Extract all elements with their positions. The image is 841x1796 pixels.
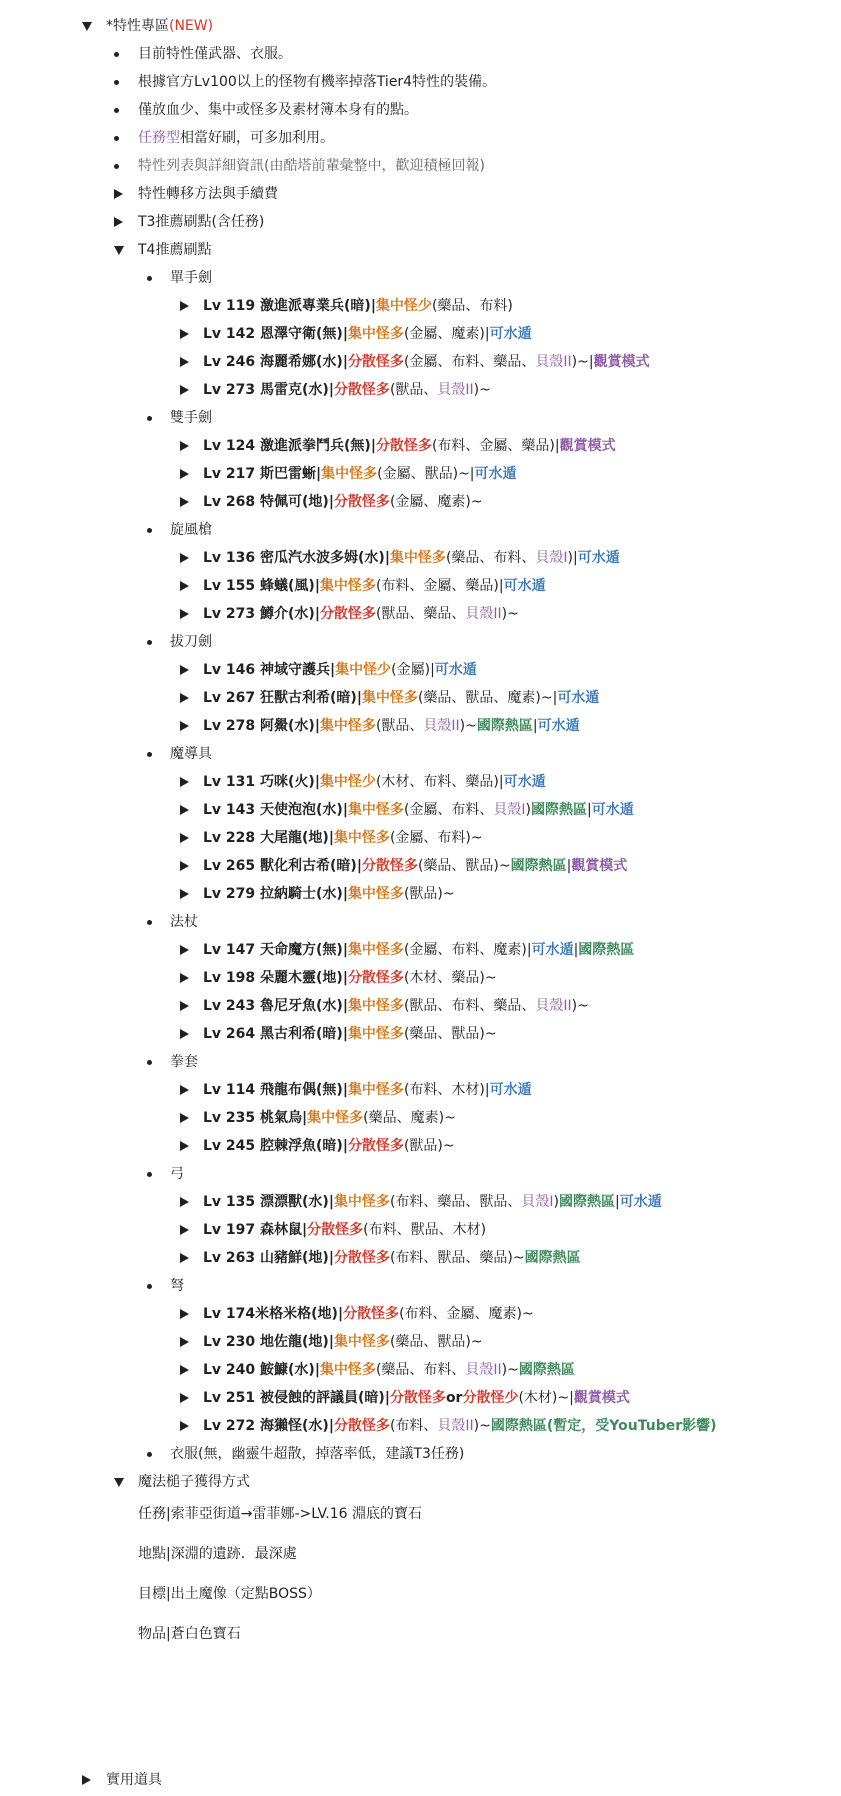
entry-segment: 集中怪多 xyxy=(319,718,376,734)
entry-segment: 集中怪多 xyxy=(347,802,404,818)
entry-segment: | xyxy=(615,1194,620,1210)
entry-segment: Lv 146 神域守護兵| xyxy=(203,662,336,678)
block-text xyxy=(203,770,546,794)
entry-segment: 集中怪多 xyxy=(319,578,376,594)
entry-segment: Lv 230 地佐龍(地)| xyxy=(203,1334,334,1350)
bullet-icon xyxy=(114,126,119,150)
block-text xyxy=(203,1022,497,1046)
toggle-closed-icon[interactable] xyxy=(180,1190,189,1214)
entry-segment: (木材、藥品)~ xyxy=(403,970,497,986)
block-text xyxy=(203,1078,532,1102)
block-text xyxy=(203,1358,575,1382)
entry-segment: (藥品、布料) xyxy=(431,298,513,314)
block-text xyxy=(170,406,212,430)
entry-segment: 可水遁 xyxy=(619,1194,662,1210)
bullet-icon xyxy=(114,70,119,94)
block-text xyxy=(203,1302,534,1326)
block-text xyxy=(203,490,483,514)
block-text xyxy=(138,70,496,94)
block-text xyxy=(106,14,213,38)
toggle-closed-icon[interactable] xyxy=(180,1386,189,1410)
block-text xyxy=(170,1050,198,1074)
entry-segment: 分散怪多 xyxy=(389,1390,446,1406)
toggle-closed-icon[interactable] xyxy=(180,1358,189,1382)
toggle-closed-icon[interactable] xyxy=(180,574,189,598)
block-text xyxy=(203,462,517,486)
bullet-icon xyxy=(147,910,152,934)
block-text xyxy=(170,1442,464,1466)
entry-segment: Lv 124 激進派拳鬥兵(無)| xyxy=(203,438,376,454)
info-text: 目標|出土魔像（定點BOSS） xyxy=(138,1586,321,1602)
entry-segment: | xyxy=(573,942,579,958)
entry-segment: Lv 267 狂獸古利希(暗)| xyxy=(203,690,362,706)
bullet-icon xyxy=(147,266,152,290)
entry-segment: 貝殼I xyxy=(521,1194,554,1210)
entry-segment: (藥品、魔素)~ xyxy=(363,1110,456,1126)
entry-segment: Lv 246 海麗希娜(水)| xyxy=(203,354,348,370)
entry-segment: 可水遁 xyxy=(591,802,634,818)
entry-segment: 貝殼II xyxy=(465,606,502,622)
entry-segment: (藥品、獸品)~ xyxy=(417,858,511,874)
entry-segment: Lv 235 桃氣烏| xyxy=(203,1110,308,1126)
quest-link[interactable]: 任務型 xyxy=(138,130,180,146)
entry-segment: )~ xyxy=(473,1418,491,1434)
category-name: 拳套 xyxy=(170,1054,198,1070)
entry-segment: 集中怪多 xyxy=(321,466,378,482)
entry-segment: (布料、藥品、獸品、 xyxy=(389,1194,522,1210)
bullet-icon xyxy=(147,406,152,430)
sub-section-title[interactable]: T3推薦刷點(含任務) xyxy=(138,214,265,230)
entry-segment: Lv 131 巧咪(火)| xyxy=(203,774,320,790)
info-text: 物品|蒼白色寶石 xyxy=(138,1626,241,1642)
toggle-closed-icon[interactable] xyxy=(180,1106,189,1130)
entry-segment: 分散怪多 xyxy=(333,494,390,510)
entry-segment: 貝殼I xyxy=(493,802,526,818)
entry-segment: 分散怪多 xyxy=(333,382,390,398)
block-text xyxy=(138,1542,297,1566)
entry-segment: Lv 240 鮟鱇(水)| xyxy=(203,1362,320,1378)
entry-segment: Lv 114 飛龍布偶(無)| xyxy=(203,1082,348,1098)
block-text xyxy=(203,686,599,710)
entry-segment: 集中怪多 xyxy=(389,550,446,566)
toggle-closed-icon[interactable] xyxy=(180,490,189,514)
entry-segment: )~ xyxy=(459,718,477,734)
toggle-closed-icon[interactable] xyxy=(180,882,189,906)
entry-segment: 貝殼II xyxy=(535,998,572,1014)
entry-segment: Lv 273 馬雷克(水)| xyxy=(203,382,334,398)
bullet-icon xyxy=(147,1162,152,1186)
block-text xyxy=(138,210,264,234)
toggle-closed-icon[interactable] xyxy=(180,658,189,682)
toggle-closed-icon[interactable] xyxy=(180,546,189,570)
entry-segment: )~ xyxy=(501,1362,519,1378)
entry-segment: (布料、金屬、藥品)| xyxy=(431,438,560,454)
entry-segment: 貝殼II xyxy=(437,382,474,398)
entry-segment: Lv 143 天使泡泡(水)| xyxy=(203,802,348,818)
toggle-closed-icon[interactable] xyxy=(180,854,189,878)
block-text xyxy=(170,630,212,654)
block-text xyxy=(203,1134,455,1158)
entry-segment: 集中怪少 xyxy=(319,774,376,790)
entry-segment: 國際熱區 xyxy=(524,1250,581,1266)
toggle-closed-icon[interactable] xyxy=(180,994,189,1018)
entry-segment: Lv 279 拉納騎士(水)| xyxy=(203,886,348,902)
entry-segment: 集中怪多 xyxy=(347,942,404,958)
entry-segment: (木材、布料、藥品)| xyxy=(375,774,504,790)
entry-segment: 集中怪多 xyxy=(307,1110,364,1126)
toggle-closed-icon[interactable] xyxy=(180,294,189,318)
block-text xyxy=(138,126,334,150)
entry-segment: (布料、獸品、木材) xyxy=(363,1222,487,1238)
entry-segment: 分散怪多 xyxy=(375,438,432,454)
block-text xyxy=(138,98,418,122)
entry-segment: (藥品、獸品)~ xyxy=(389,1334,483,1350)
entry-segment: 集中怪多 xyxy=(347,886,404,902)
entry-segment: (布料、金屬、藥品)| xyxy=(375,578,504,594)
entry-segment: 集中怪多 xyxy=(361,690,418,706)
entry-segment: (獸品、藥品、 xyxy=(375,606,466,622)
trait-list-link[interactable]: 特性列表與詳細資訊 xyxy=(138,158,264,174)
entry-segment: (金屬、布料、魔素)| xyxy=(403,942,532,958)
entry-segment: Lv 147 天命魔方(無)| xyxy=(203,942,348,958)
block-text xyxy=(138,42,292,66)
entry-segment: 分散怪少 xyxy=(462,1390,519,1406)
entry-segment: (獸品)~ xyxy=(403,886,455,902)
entry-segment: 國際熱區 xyxy=(531,802,588,818)
entry-segment: (獸品)~ xyxy=(403,1138,455,1154)
entry-segment: (獸品、布料、藥品、 xyxy=(403,998,536,1014)
entry-segment: 集中怪多 xyxy=(347,1026,404,1042)
bullet-icon xyxy=(147,518,152,542)
entry-segment: Lv 264 黑古利希(暗)| xyxy=(203,1026,348,1042)
entry-segment: 分散怪多 xyxy=(347,1138,404,1154)
block-text xyxy=(203,798,634,822)
bullet-icon xyxy=(147,742,152,766)
entry-segment: (金屬、布料、藥品、 xyxy=(403,354,536,370)
entry-segment: Lv 243 魯尼牙魚(水)| xyxy=(203,998,348,1014)
new-badge: (NEW) xyxy=(169,18,214,34)
entry-segment: 觀賞模式 xyxy=(571,858,628,874)
entry-segment: 可水遁 xyxy=(503,578,546,594)
bullet-text: 僅放血少、集中或怪多及素材簿本身有的點。 xyxy=(138,102,418,118)
block-text xyxy=(170,518,212,542)
entry-segment: 國際熱區 xyxy=(578,942,635,958)
entry-segment: 分散怪多 xyxy=(361,858,418,874)
entry-segment: 觀賞模式 xyxy=(559,438,616,454)
entry-segment: Lv 197 森林鼠| xyxy=(203,1222,308,1238)
block-text xyxy=(138,1622,241,1646)
block-text xyxy=(170,742,212,766)
entry-segment: 可水遁 xyxy=(503,774,546,790)
block-text xyxy=(203,602,519,626)
entry-segment: ) xyxy=(525,802,532,818)
entry-segment: Lv 268 特佩可(地)| xyxy=(203,494,334,510)
entry-segment: | xyxy=(587,802,592,818)
section-title[interactable]: 實用道具 xyxy=(106,1772,162,1788)
entry-segment: 集中怪多 xyxy=(319,1362,376,1378)
entry-segment: | xyxy=(566,858,572,874)
toggle-closed-icon[interactable] xyxy=(180,1246,189,1270)
entry-segment: Lv 251 被侵蝕的評議員(暗)| xyxy=(203,1390,390,1406)
entry-segment: 集中怪多 xyxy=(333,1334,390,1350)
entry-segment: Lv 135 漂漂獸(水)| xyxy=(203,1194,334,1210)
entry-segment: Lv 119 激進派專業兵(暗)| xyxy=(203,298,376,314)
toggle-closed-icon[interactable] xyxy=(180,350,189,374)
block-text xyxy=(203,434,616,458)
entry-segment: (金屬、魔素)| xyxy=(403,326,490,342)
entry-segment: 貝殼I xyxy=(535,550,568,566)
info-text: 任務|索菲亞街道→雷菲娜->LV.16 淵底的寶石 xyxy=(138,1506,422,1522)
entry-segment: 分散怪多 xyxy=(333,1250,390,1266)
entry-segment: Lv 142 恩澤守衛(無)| xyxy=(203,326,348,342)
entry-segment: (金屬、魔素)~ xyxy=(389,494,483,510)
entry-segment: 國際熱區(暫定，受YouTuber影響) xyxy=(490,1418,717,1434)
toggle-open-icon[interactable] xyxy=(114,1470,124,1494)
block-text xyxy=(138,1470,250,1494)
block-text xyxy=(203,294,513,318)
entry-segment: 集中怪多 xyxy=(347,326,404,342)
entry-segment: 可水遁 xyxy=(474,466,517,482)
toggle-closed-icon[interactable] xyxy=(180,714,189,738)
entry-segment: 觀賞模式 xyxy=(573,1390,630,1406)
toggle-closed-icon[interactable] xyxy=(180,378,189,402)
entry-segment: Lv 136 密瓜汽水波多姆(水)| xyxy=(203,550,390,566)
info-text: 地點|深淵的遺跡．最深處 xyxy=(138,1546,297,1562)
entry-segment: )~ xyxy=(501,606,519,622)
entry-segment: Lv 265 獸化利古希(暗)| xyxy=(203,858,362,874)
entry-segment: 分散怪多 xyxy=(307,1222,364,1238)
entry-segment: (布料、木材)| xyxy=(403,1082,490,1098)
toggle-closed-icon[interactable] xyxy=(82,1768,91,1792)
block-text xyxy=(203,378,491,402)
block-text xyxy=(170,266,212,290)
entry-segment: (金屬、獸品)~| xyxy=(377,466,475,482)
toggle-closed-icon[interactable] xyxy=(180,826,189,850)
entry-segment: ) xyxy=(553,1194,560,1210)
toggle-closed-icon[interactable] xyxy=(114,210,123,234)
entry-segment: (藥品、布料、 xyxy=(445,550,536,566)
toggle-closed-icon[interactable] xyxy=(180,798,189,822)
entry-segment: (布料、獸品、藥品)~ xyxy=(389,1250,525,1266)
toggle-closed-icon[interactable] xyxy=(180,434,189,458)
toggle-closed-icon[interactable] xyxy=(114,182,123,206)
block-text xyxy=(203,966,497,990)
toggle-closed-icon[interactable] xyxy=(180,1302,189,1326)
block-text xyxy=(203,574,546,598)
toggle-open-icon[interactable] xyxy=(82,14,92,38)
category-name: 雙手劍 xyxy=(170,410,212,426)
entry-segment: )~| xyxy=(571,354,594,370)
entry-segment: 可水遁 xyxy=(577,550,620,566)
entry-segment: (金屬、布料、 xyxy=(403,802,494,818)
entry-segment: Lv 228 大尾龍(地)| xyxy=(203,830,334,846)
block-text xyxy=(106,1768,162,1792)
entry-segment: Lv 278 阿鱟(水)| xyxy=(203,718,320,734)
toggle-open-icon[interactable] xyxy=(114,238,124,262)
entry-segment: 貝殼II xyxy=(535,354,572,370)
toggle-closed-icon[interactable] xyxy=(180,462,189,486)
block-text xyxy=(203,882,455,906)
entry-segment: 國際熱區 xyxy=(476,718,533,734)
sub-section-title[interactable]: 特性轉移方法與手續費 xyxy=(138,186,278,202)
entry-segment: 可水遁 xyxy=(489,1082,532,1098)
block-text xyxy=(203,1330,483,1354)
entry-segment: )~ xyxy=(473,382,491,398)
entry-segment: Lv 198 朵麗木靈(地)| xyxy=(203,970,348,986)
entry-segment: 國際熱區 xyxy=(518,1362,575,1378)
category-name: 單手劍 xyxy=(170,270,212,286)
block-text xyxy=(138,1502,422,1526)
entry-segment: (布料、金屬、魔素)~ xyxy=(399,1306,534,1322)
entry-segment: 分散怪多 xyxy=(333,1418,390,1434)
entry-segment: 可水遁 xyxy=(489,326,532,342)
entry-segment: 可水遁 xyxy=(557,690,600,706)
bullet-icon xyxy=(114,98,119,122)
block-text xyxy=(203,1386,630,1410)
entry-segment: 集中怪多 xyxy=(333,830,390,846)
category-name: 弓 xyxy=(170,1166,184,1182)
bullet-icon xyxy=(114,154,119,178)
toggle-closed-icon[interactable] xyxy=(180,1218,189,1242)
block-text xyxy=(170,1274,184,1298)
entry-segment: 貝殼II xyxy=(437,1418,474,1434)
toggle-closed-icon[interactable] xyxy=(180,686,189,710)
entry-segment: 分散怪多 xyxy=(319,606,376,622)
entry-segment: (金屬、布料)~ xyxy=(389,830,483,846)
entry-segment: Lv 217 斯巴雷蜥| xyxy=(203,466,322,482)
bullet-icon xyxy=(114,42,119,66)
toggle-closed-icon[interactable] xyxy=(180,938,189,962)
entry-segment: 觀賞模式 xyxy=(593,354,650,370)
block-text xyxy=(203,350,650,374)
block-text xyxy=(203,322,532,346)
bullet-icon xyxy=(147,1050,152,1074)
category-name: 旋風槍 xyxy=(170,522,212,538)
sub-section-title[interactable]: T4推薦刷點 xyxy=(138,242,212,258)
entry-segment: 分散怪多 xyxy=(347,354,404,370)
category-name: 魔導具 xyxy=(170,746,212,762)
section-title[interactable]: 魔法槌子獲得方式 xyxy=(138,1474,250,1490)
block-text xyxy=(203,1190,662,1214)
clothes-text: 衣服(無，幽靈牛超散，掉落率低，建議T3任務) xyxy=(170,1446,465,1462)
bullet-text: 相當好刷，可多加利用。 xyxy=(180,130,334,146)
entry-segment: 集中怪少 xyxy=(335,662,392,678)
toggle-closed-icon[interactable] xyxy=(180,322,189,346)
block-text xyxy=(203,1246,581,1270)
entry-segment: 貝殼II xyxy=(465,1362,502,1378)
entry-segment: 貝殼II xyxy=(423,718,460,734)
entry-segment: Lv 273 鱒介(水)| xyxy=(203,606,320,622)
entry-segment: 集中怪多 xyxy=(347,998,404,1014)
toggle-closed-icon[interactable] xyxy=(180,770,189,794)
category-name: 法杖 xyxy=(170,914,198,930)
entry-segment: Lv 263 山豬鮮(地)| xyxy=(203,1250,334,1266)
toggle-closed-icon[interactable] xyxy=(180,602,189,626)
block-text xyxy=(138,1582,321,1606)
toggle-closed-icon[interactable] xyxy=(180,1330,189,1354)
entry-segment: Lv 174米格米格(地)| xyxy=(203,1306,344,1322)
entry-segment: (獸品、 xyxy=(389,382,438,398)
entry-segment: 集中怪多 xyxy=(347,1082,404,1098)
entry-segment: (獸品、 xyxy=(375,718,424,734)
entry-segment: 國際熱區 xyxy=(510,858,567,874)
toggle-closed-icon[interactable] xyxy=(180,966,189,990)
entry-segment: 集中怪少 xyxy=(375,298,432,314)
category-name: 弩 xyxy=(170,1278,184,1294)
toggle-closed-icon[interactable] xyxy=(180,1134,189,1158)
block-text xyxy=(203,546,620,570)
toggle-closed-icon[interactable] xyxy=(180,1078,189,1102)
entry-segment: Lv 272 海獺怪(水)| xyxy=(203,1418,334,1434)
block-text xyxy=(203,938,634,962)
section-title[interactable]: *特性專區 xyxy=(106,18,169,34)
entry-segment: 可水遁 xyxy=(537,718,580,734)
entry-segment: (木材)~| xyxy=(518,1390,574,1406)
bullet-icon xyxy=(147,1442,152,1466)
block-text xyxy=(203,658,477,682)
toggle-closed-icon[interactable] xyxy=(180,1022,189,1046)
bullet-text: 目前特性僅武器、衣服。 xyxy=(138,46,292,62)
bullet-icon xyxy=(147,1274,152,1298)
bullet-text: (由酷塔前輩彙整中，歡迎積極回報) xyxy=(264,158,485,174)
entry-segment: Lv 155 蜂蟻(風)| xyxy=(203,578,320,594)
entry-segment: 可水遁 xyxy=(434,662,477,678)
bullet-icon xyxy=(147,630,152,654)
entry-segment: 分散怪多 xyxy=(343,1306,400,1322)
entry-segment: )~ xyxy=(571,998,589,1014)
entry-segment: 集中怪多 xyxy=(333,1194,390,1210)
entry-segment: 可水遁 xyxy=(531,942,574,958)
toggle-closed-icon[interactable] xyxy=(180,1414,189,1438)
block-text xyxy=(138,182,278,206)
block-text xyxy=(138,154,485,178)
block-text xyxy=(203,1218,486,1242)
entry-segment: or xyxy=(445,1390,463,1406)
bullet-text: 根據官方Lv100以上的怪物有機率掉落Tier4特性的裝備。 xyxy=(138,74,497,90)
block-text xyxy=(203,1414,717,1438)
block-text xyxy=(203,854,627,878)
entry-segment: | xyxy=(532,718,538,734)
block-text xyxy=(170,910,198,934)
entry-segment: (藥品、布料、 xyxy=(375,1362,466,1378)
entry-segment: 分散怪多 xyxy=(347,970,404,986)
block-text xyxy=(203,1106,456,1130)
entry-segment: 國際熱區 xyxy=(559,1194,616,1210)
block-text xyxy=(138,238,211,262)
entry-segment: (布料、 xyxy=(389,1418,438,1434)
category-name: 拔刀劍 xyxy=(170,634,212,650)
block-text xyxy=(203,994,589,1018)
block-text xyxy=(203,714,580,738)
entry-segment: (藥品、獸品)~ xyxy=(403,1026,497,1042)
block-text xyxy=(203,826,483,850)
entry-segment: (藥品、獸品、魔素)~| xyxy=(417,690,558,706)
entry-segment: Lv 245 腔棘浮魚(暗)| xyxy=(203,1138,348,1154)
block-text xyxy=(170,1162,184,1186)
entry-segment: (金屬)| xyxy=(391,662,435,678)
entry-segment: )| xyxy=(567,550,578,566)
